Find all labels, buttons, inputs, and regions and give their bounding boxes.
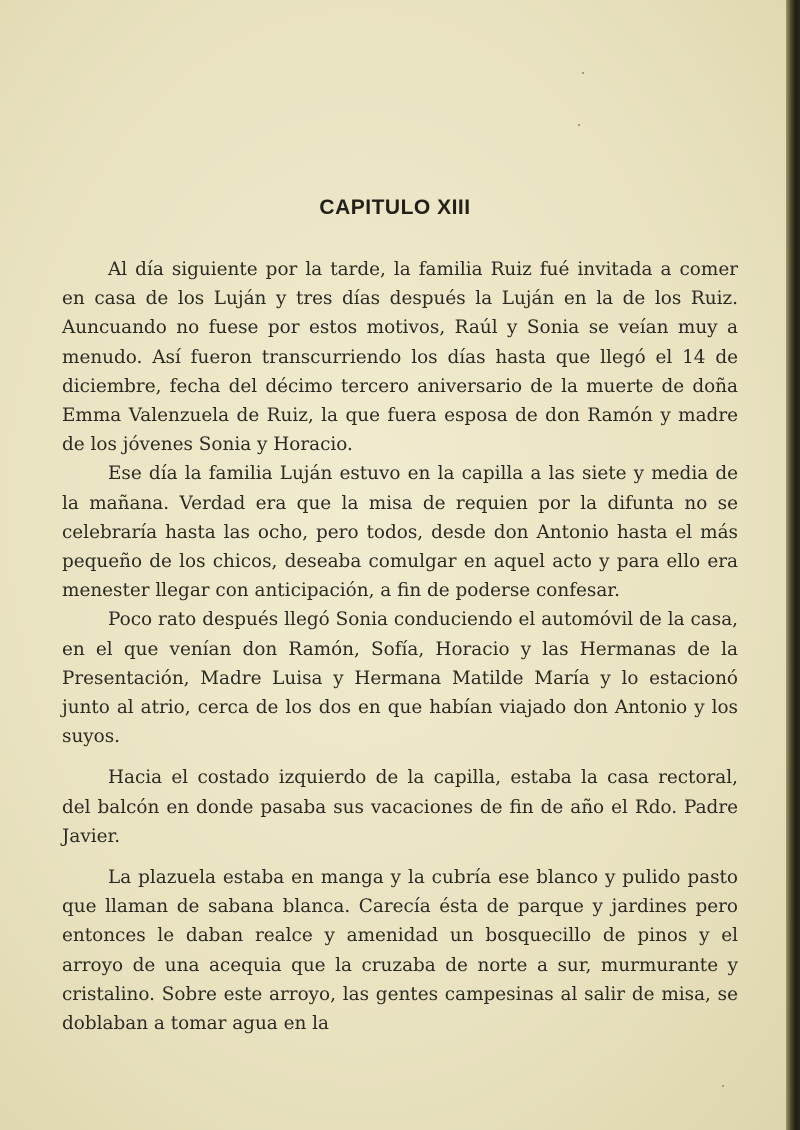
paragraph: La plazuela estaba en manga y la cubría ese blanco y pulido pasto que llaman de sabana blanca. Carecía ésta de parque y jardines pero entonces le daban realce y amenidad un bosquecillo de pinos y el arroyo de una acequia que la cruzaba de norte a sur, murmurante y cristalino. Sobre este arroyo, las gentes campesinas al salir de misa, se doblaban a tomar agua en la xyxy=(62,867,738,1035)
paragraph: Hacia el costado izquierdo de la capilla, estaba la casa rectoral, del balcón en donde pasaba sus vacaciones de fin de año el Rdo. Padre Javier. xyxy=(62,767,738,847)
body-text xyxy=(62,255,738,1038)
paragraph: Al día siguiente por la tarde, la familia Ruiz fué invitada a comer en casa de los Luján y tres días después la Luján en la de los Ruiz. Auncuando no fuese por estos motivos, Raúl y Sonia se veían muy a menudo. Así fueron transcurriendo los días hasta que llegó el 14 de diciembre, fecha del décimo tercero aniversario de la muerte de doña Emma Valenzuela de Ruiz, la que fuera esposa de don Ramón y madre de los jóvenes Sonia y Horacio. xyxy=(62,259,738,456)
paragraph: Poco rato después llegó Sonia conduciendo el automóvil de la casa, en el que venían don Ramón, Sofía, Horacio y las Hermanas de la Presentación, Madre Luisa y Hermana Matilde María y lo estacionó junto al atrio, cerca de los dos en que habían viajado don Antonio y los suyos. xyxy=(62,609,738,748)
paper-speck xyxy=(722,1085,724,1087)
chapter-title: CAPITULO XIII xyxy=(319,196,471,219)
page-binding-edge xyxy=(786,0,800,1130)
paper-speck xyxy=(578,124,580,126)
paper-speck xyxy=(582,72,584,74)
paragraph: Ese día la familia Luján estuvo en la capilla a las siete y media de la mañana. Verdad era que la misa de requien por la difunta no se celebraría hasta las ocho, pero todos, desde don Antonio hasta el más pequeño de los chicos, deseaba comulgar en aquel acto y para ello era menester llegar con anticipación, a fin de poderse confesar. xyxy=(62,463,738,602)
